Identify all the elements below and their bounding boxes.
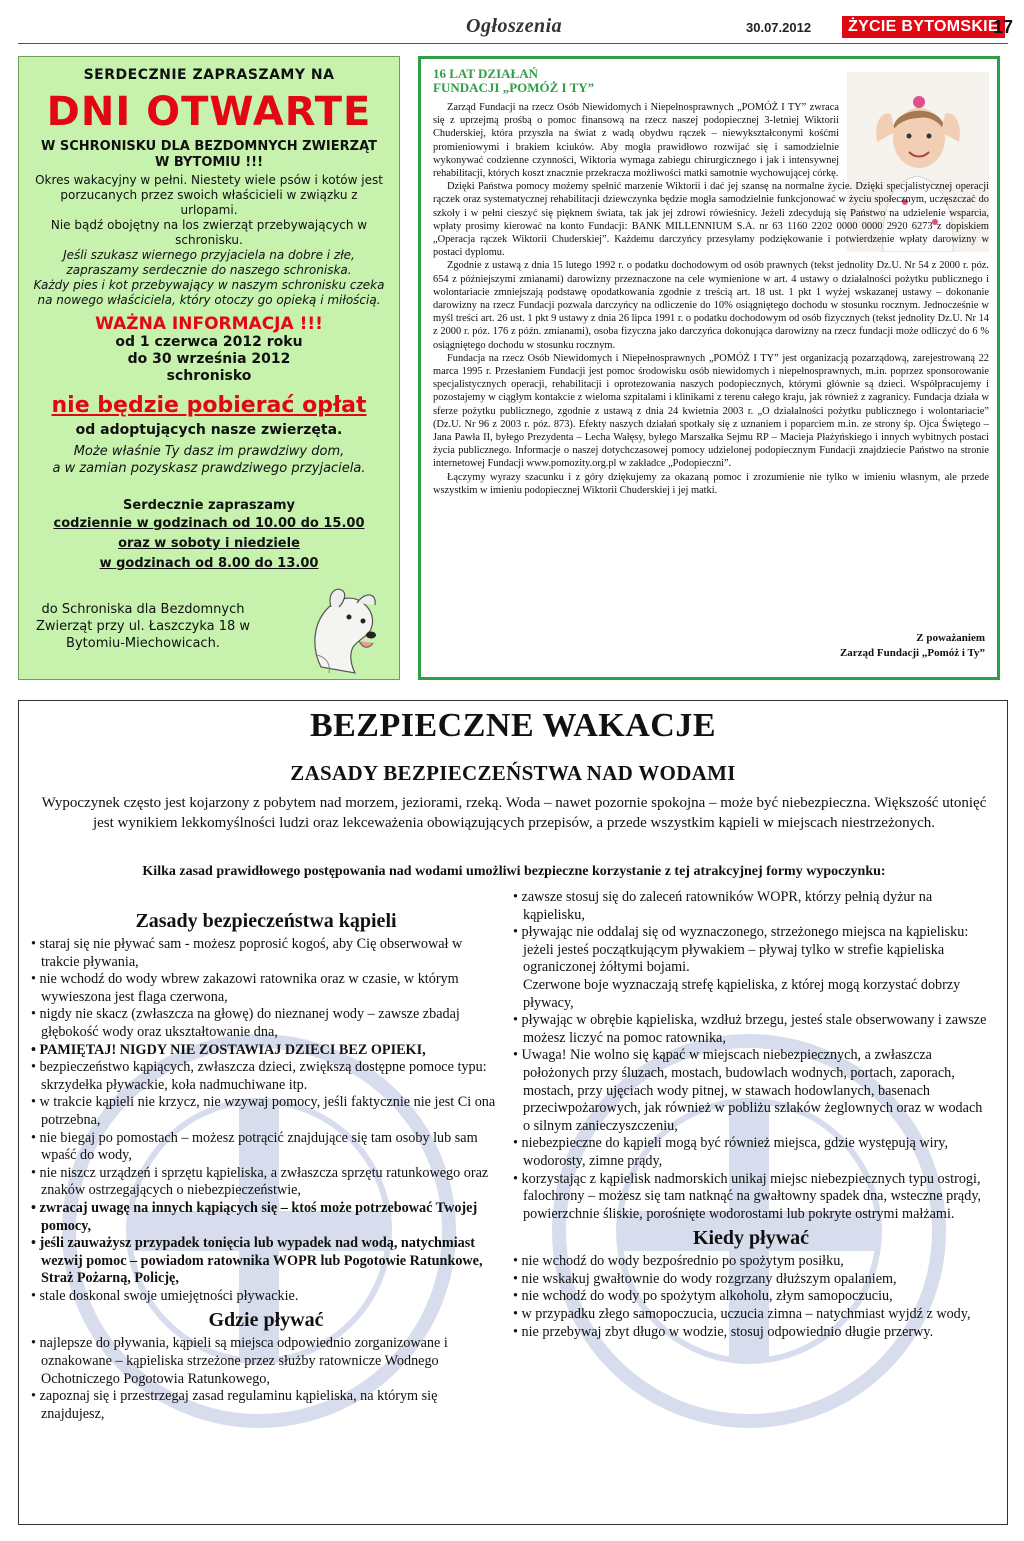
issue-date: 30.07.2012 [746,20,812,35]
page-number: 17 [993,17,1014,37]
ad-paragraph: Każdy pies i kot przebywający w naszym schronisku czeka na nowego właściciela, który otoczy go opieką i miłością. [33,278,385,307]
list-item: • nie niszcz urządzeń i sprzętu kąpieliska, a zwłaszcza sprzętu ratunkowego oraz znaków ostrzegających o niebezpieczeństwie, [31,1165,501,1200]
ad-maybe: a w zamian pozyskasz prawdziwego przyjaciela. [52,461,366,476]
when-heading: Kiedy pływać [692,1227,810,1250]
left-rules-list [31,936,501,1305]
list-item: • PAMIĘTAJ! NIGDY NIE ZOSTAWIAJ DZIECI BEZ OPIEKI, [31,1042,501,1060]
ad-adopt: od adoptujących nasze zwierzęta. [75,422,343,438]
signature-line: Z poważaniem [916,632,985,644]
safety-intro: Wypoczynek często jest kojarzony z pobytem nad morzem, jeziorami, rzeką. Woda – nawet pozornie spokojna – może być niebezpieczna. Większość utonięć jest wynikiem lekkomyślności ludzi oraz lekceważenia obowiązujących przepisów, a przede wszystkim kąpieli w miejscach niestrzeżonych. [41,795,987,831]
list-item: • nie biegaj po pomostach – możesz potrącić znajdujące się tam osoby lub sam wpaść do wody, [31,1130,501,1165]
list-item: • staraj się nie pływać sam - możesz poprosić kogoś, aby Cię obserwował w trakcie pływania, [31,936,501,971]
foundation-body [433,101,989,497]
signature-line: Zarząd Fundacji „Pomóż i Ty” [839,647,985,659]
foundation-paragraph: Zarząd Fundacji na rzecz Osób Niewidomych i Niepełnosprawnych „POMÓŻ I TY” zwraca się z uprzejmą prośbą o pomoc finansową na rzecz naszej podopiecznej 3-letniej Wiktorii Chuderskiej, która przyszła na świat z wadą obydwu rączek – niewykształconymi kośćmi promieniowymi i brakiem kciuków. Aby mogła prawidłowo rozwijać się i samodzielnie wykonywać codzienne czynności, Wiktoria wymaga zabiegu chirurgicznego i jak i intensywnej rehabilitacji, których koszt znacznie przekracza możliwości matki samotnie wychowującej córkę. [433,102,839,180]
ad-welcome: Serdecznie zapraszamy [123,498,295,513]
foundation-paragraph: Zgodnie z ustawą z dnia 15 lutego 1992 r. o podatku dochodowym od osób prawnych (tekst jednolity Dz.U. Nr 54 z 2000 r. póz. 654 z późniejszymi zmianami) darowizny przeznaczone na cele wymienione w art. 4 ustawy o działalności pożytku publicznego i wolontariacie zmniejszają podstawę opodatkowania zgodnie z treścią art. 18 ust. 1 pkt 1 wyżej wskazanej ustawy – dokonanie darowizny na rzecz Fundacji pozwala darczyńcy na odliczenie do 10% osiągniętego dochodu w stosunku rocznym. Jednocześnie w myśl treści art. 26 ust. 1 pkt 9 ustawy z dnia 26 lipca 1991 r. o podatku dochodowym od osób fizycznych (tekst jednolity Dz.U. Nr 14 z 2000 r. póz. 176 z późn. zmianami), osoba fizyczna jako darczyńca dokonująca darowizny na rzecz fundacji może odliczyć do 6 % osiągniętego dochodu w stosunku rocznym. [433,260,989,351]
list-item: • Uwaga! Nie wolno się kąpać w miejscach niebezpiecznych, a zwłaszcza położonych przy śluzach, mostach, budowlach wodnych, portach, zaporach, mostach, przy ujęciach wody pitnej, w stawach hodowlanych, basenach przeciwpożarowych, jak również w pobliżu szlaków żeglownych oraz w wodach o silnym zanieczyszczeniu, [513,1047,989,1135]
foundation-paragraph: Dzięki Państwa pomocy możemy spełnić marzenie Wiktorii i dać jej szansę na normalne życie. Dzięki specjalistycznej operacji rączek oraz systematycznej rehabilitacji dziewczynka będzie mogła samodzielnie funkcjonować w życiu społecznym, uczęszczać do szkoły i w pełni cieszyć się pięknem świata, tak jak jej zdrowi rówieśnicy. Jeżeli zdecydują się Państwo na udzielenie wsparcia, wpłaty prosimy kierować na konto Fundacji: BANK MILLENNIUM S.A. nr 63 1160 2202 0000 0000 2920 6273 z dopiskiem „Operacja rączek Wiktorii Chuderskiej”. Każdemu darczyńcy przesyłamy podziękowanie i potwierdzenie wpłaty darowizny w postaci dyplomu. [433,181,989,259]
list-item: • pływając w obrębie kąpieliska, wzdłuż brzegu, jesteś stale obserwowany i zawsze możesz liczyć na pomoc ratownika, [513,1012,989,1047]
newspaper-logo: ŻYCIE BYTOMSKIE [842,16,1005,38]
safety-right-column [513,889,989,1341]
list-item: • w trakcie kąpieli nie krzycz, nie wzywaj pomocy, jeśli faktycznie nie jest Ci ona potrzebna, [31,1094,501,1129]
ad-paragraph: Okres wakacyjny w pełni. Niestety wiele psów i kotów jest porzucanych przez swoich właścicieli w związku z urlopami. [35,173,383,217]
page-header [18,12,1014,44]
left-heading: Zasady bezpieczeństwa kąpieli [135,910,397,932]
safety-subtitle: ZASADY BEZPIECZEŃSTWA NAD WODAMI [290,761,736,785]
ad-hours: codziennie w godzinach od 10.00 do 15.00 [53,516,365,531]
safety-left-column [31,906,501,1423]
when-rules-list [513,1253,989,1341]
safety-title: BEZPIECZNE WAKACJE [309,707,717,744]
shelter-ad [18,56,400,680]
ad-no-fees: nie będzie pobierać opłat [51,393,367,418]
foundation-signature [840,631,985,661]
dog-illustration [291,577,391,677]
list-item: • nigdy nie skacz (zwłaszcza na głowę) do nieznanej wody – zawsze zbadaj głębokość wody oraz ukształtowanie dna, [31,1006,501,1041]
foundation-title-line: 16 LAT DZIAŁAŃ [433,66,538,81]
list-item: • najlepsze do pływania, kąpieli są miejsca odpowiednio zorganizowane i oznakowane – kąpieliska strzeżone przez służby ratownicze Wodnego Ochotniczego Pogotowia Ratunkowego, [31,1335,501,1388]
ad-dates: schronisko [166,368,252,384]
safety-article [18,700,1008,1525]
list-item: • bezpieczeństwo kąpiących, zwłaszcza dzieci, zwiększą dostępne pomoce typu: skrzydełka pływackie, koła nadmuchiwane itp. [31,1059,501,1094]
ad-hours: oraz w soboty i niedziele [118,536,300,551]
list-item: jeżeli jesteś początkującym pływakiem – pływaj tylko w strefie kąpieliska ograniczonej żółtymi bojami. [523,941,945,976]
foundation-title-line: FUNDACJI „POMÓŻ I TY” [433,80,595,95]
foundation-paragraph: Fundacja na rzecz Osób Niewidomych i Niepełnosprawnych „POMÓŻ I TY” jest organizacją pozarządową, zarejestrowaną 22 marca 1995 r. Przesłaniem Fundacji jest pomoc środowisku osób niewidomych i niepełnosprawnych, m.in. poprzez sponsorowanie specjalistycznych operacji, rehabilitacji i oprotezowania naszych podopiecznych, którymi głównie są dzieci. Współpracujemy i pozostajemy w ciągłym kontakcie z wieloma szpitalami i klinikami z terenu całego kraju, jak również z zagranicy. Fundacja działa w sferze pożytku publicznego, zgodnie z ustawą z dnia 24 kwietnia 2003 r. „O działalności pożytku publicznego i wolontariacie” (Dz.U. Nr 96 z 2003 r. póz. 873). Efekty naszych działań spotkały się z uznaniem i poparciem m.in. ze strony śp. Ojca Świętego – Jana Pawła II, byłego Prezydenta – Lecha Wałęsy, byłego Marszałka Sejmu RP – Macieja Płażyńskiego i innych wybitnych postaci życia publicznego. Informacje o naszej dotychczasowej pomocy udzielonej podopiecznym Fundacji znajdziecie Państwo na stronie internetowej Fundacji www.pomozity.org.pl w zakładce „Podopieczni”. [433,352,989,470]
ad-important: WAŻNA INFORMACJA !!! [95,314,323,334]
foundation-title [433,67,733,95]
ad-headline: DNI OTWARTE [46,89,372,135]
list-item: • nie wchodź do wody po spożytym alkoholu, złym samopoczuciu, [513,1288,989,1306]
ad-dates: od 1 czerwca 2012 roku [115,334,303,350]
list-item: • w przypadku złego samopoczucia, uczucia zimna – natychmiast wyjdź z wody, [513,1306,989,1324]
list-item: • jeśli zauważysz przypadek tonięcia lub wypadek nad wodą, natychmiast wezwij pomoc – powiadom ratownika WOPR lub Pogotowie Ratunkowe, Straż Pożarną, Policję, [31,1235,501,1288]
list-item: • niebezpieczne do kąpieli mogą być również miejsca, gdzie występują wiry, wodorosty, zimne prądy, [513,1135,989,1170]
foundation-article [418,56,1000,680]
where-rules-list [31,1335,501,1423]
where-heading: Gdzie pływać [208,1309,324,1332]
list-item: • zapoznaj się i przestrzegaj zasad regulaminu kąpieliska, na którym się znajdujesz, [31,1388,501,1423]
list-item: • zwracaj uwagę na innych kąpiących się – ktoś może potrzebować Twojej pomocy, [31,1200,501,1235]
list-item: • stale doskonal swoje umiejętności pływackie. [31,1288,501,1306]
list-item: • zawsze stosuj się do zaleceń ratowników WOPR, którzy pełnią dyżur na kąpielisku, [513,889,989,924]
ad-hours: w godzinach od 8.00 do 13.00 [99,556,319,571]
ad-paragraph: Nie bądź obojętny na los zwierząt przebywających w schronisku. [50,218,368,247]
list-item: Czerwone boje wyznaczają strefę kąpieliska, z której mogą korzystać dobrzy pływacy, [523,976,961,1011]
right-rules-list [513,889,989,1223]
ad-paragraph: Jeśli szukasz wiernego przyjaciela na dobre i złe, zapraszamy serdecznie do naszego schroniska. [63,248,355,277]
ad-dates: do 30 września 2012 [127,351,291,367]
list-item: • nie wchodź do wody bezpośrednio po spożytym posiłku, [513,1253,989,1271]
ad-invite: SERDECZNIE ZAPRASZAMY NA [83,67,335,83]
list-item: • korzystając z kąpielisk nadmorskich unikaj miejsc niebezpiecznych typu ostrogi, falochrony – możesz się tam natknąć na gwałtowny spadek dna, wsteczne prądy, powierzchnie śliskie, porośnięte wodorostami lub pokryte ostrymi małżami. [513,1171,989,1224]
ad-subhead: W SCHRONISKU DLA BEZDOMNYCH ZWIERZĄT W BYTOMIU !!! [41,139,377,170]
section-title: Ogłoszenia [466,15,563,37]
ad-address: do Schroniska dla Bezdomnych Zwierząt przy ul. Łaszczyka 18 w Bytomiu-Miechowicach. [35,602,251,651]
list-item: • pływając nie oddalaj się od wyznaczonego, strzeżonego miejsca na kąpielisku: [513,924,989,942]
list-item: • nie wskakuj gwałtownie do wody rozgrzany dłuższym opalaniem, [513,1271,989,1289]
foundation-paragraph: Łączymy wyrazy szacunku i z góry dziękujemy za okazaną pomoc i zrozumienie nie tylko w imieniu własnym, ale przede wszystkim w imieniu podopiecznej Wiktorii Chuderskiej i jej matki. [433,471,989,496]
list-item: • nie wchodź do wody wbrew zakazowi ratownika oraz w czasie, w którym wywieszona jest flaga czerwona, [31,971,501,1006]
safety-lead: Kilka zasad prawidłowego postępowania nad wodami umożliwi bezpieczne korzystanie z tej atrakcyjnej formy wypoczynku: [142,864,886,879]
list-item: • nie przebywaj zbyt długo w wodzie, stosuj odpowiednio długie przerwy. [513,1324,989,1342]
ad-maybe: Może właśnie Ty dasz im prawdziwy dom, [73,444,345,459]
